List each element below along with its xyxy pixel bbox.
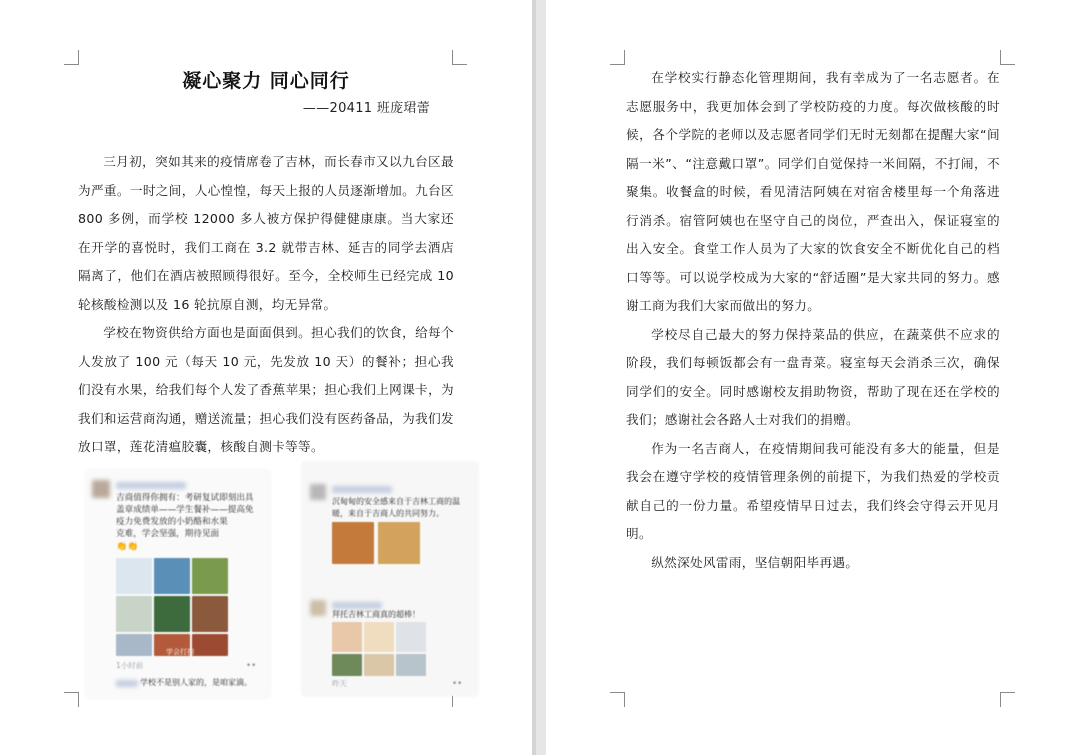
post-photo <box>396 654 426 676</box>
blurred-commenter <box>116 680 138 687</box>
avatar <box>310 600 326 616</box>
post-photo <box>364 654 394 676</box>
post-text: 沉甸甸的安全感来自于吉林工商的温暖，来自于吉商人的共同努力。 <box>332 497 460 518</box>
document-title: 凝心聚力 同心同行 <box>182 70 350 92</box>
post-photo <box>116 558 152 594</box>
document-author: ——20411 班庞珺蕾 <box>302 101 430 116</box>
embedded-screenshot-right <box>302 462 478 696</box>
body-text-right <box>626 64 1000 577</box>
crop-mark <box>1000 692 1015 707</box>
body-text-left <box>78 148 454 462</box>
crop-mark <box>610 692 625 707</box>
blurred-username <box>116 482 186 489</box>
paragraph: 在学校实行静态化管理期间，我有幸成为了一名志愿者。在志愿服务中，我更加体会到了学校防疫的力度。每次做核酸的时候，各个学院的老师以及志愿者同学们无时无刻都在提醒大家“间隔一米”、“注意戴口罩”。同学们自觉保持一米间隔，不打闹，不聚集。收餐盒的时候，看见清洁阿姨在对宿舍楼里每一个角落进行消杀。宿管阿姨也在坚守自己的岗位，严查出入，保证寝室的出入安全。食堂工作人员为了大家的饮食安全不断优化自己的档口等等。可以说学校成为大家的“舒适圈”是大家共同的努力。感谢工商为我们大家而做出的努力。 <box>626 70 1000 313</box>
more-icon: •• <box>246 661 257 671</box>
post-photo <box>192 596 228 632</box>
photo-caption: 学会打扫 <box>166 648 194 656</box>
post-text-2: 拜托吉林工商真的超棒！ <box>332 610 420 619</box>
post-photo <box>116 634 152 656</box>
emoji-row: 👏👏 <box>116 542 139 552</box>
avatar <box>310 484 326 500</box>
post-text: 吉商值得你拥有：考研复试即刻出具盖章成绩单——学生餐补——提高免疫力免费发放的小奶酪和水果 <box>116 493 254 527</box>
post-time: 昨天 <box>332 679 347 688</box>
paragraph: 学校尽自己最大的努力保持菜品的供应，在蔬菜供不应求的阶段，我们每顿饭都会有一盘青菜。寝室每天会消杀三次，确保同学们的安全。同时感谢校友捐助物资，帮助了现在还在学校的我们；感谢社会各路人士对我们的捐赠。 <box>626 326 1000 427</box>
post-photo <box>154 558 190 594</box>
blurred-username <box>332 486 392 493</box>
post-photo <box>154 596 190 632</box>
paragraph: 学校在物资供给方面也是面面俱到。担心我们的饮食，给每个人发放了 100 元（每天 10 元，先发放 10 天）的餐补；担心我们没有水果，给我们每个人发了香蕉苹果；担心我们上网课卡，为我们和运营商沟通，赠送流量；担心我们没有医药备品，为我们发放口罩，莲花清瘟胶囊，核酸自测卡等等。 <box>78 325 454 454</box>
post-text-2: 克难，学会坚强，期待见面 <box>116 529 220 539</box>
avatar <box>92 480 110 498</box>
blurred-username <box>332 602 382 609</box>
post-photo <box>116 596 152 632</box>
crop-mark <box>64 50 79 65</box>
post-photo <box>396 622 426 652</box>
post-photo <box>332 622 362 652</box>
post-photo <box>378 522 420 564</box>
post-photo <box>192 634 228 656</box>
embedded-screenshot-left <box>86 470 270 698</box>
paragraph: 纵然深处风雷雨，坚信朝阳毕再遇。 <box>651 554 859 570</box>
document-page-left <box>0 0 532 755</box>
crop-mark <box>1000 50 1015 65</box>
crop-mark <box>610 50 625 65</box>
paragraph: 三月初，突如其来的疫情席卷了吉林，而长春市又以九台区最为严重。一时之间，人心惶惶，每天上报的人员逐渐增加。九台区 800 多例，而学校 12000 多人被方保护得健健康康。当大家还在开学的喜悦时，我们工商在 3.2 就带吉林、延吉的同学去酒店隔离了，他们在酒店被照顾得很好。至今，全校师生已经完成 10 轮核酸检测以及 16 轮抗原自测，均无异常。 <box>78 154 454 312</box>
post-photo <box>364 622 394 652</box>
post-photo <box>192 558 228 594</box>
comment-text: 学校不是别人家的，是咱家滴。 <box>140 678 252 687</box>
paragraph: 作为一名吉商人，在疫情期间我可能没有多大的能量，但是我会在遵守学校的疫情管理条例的前提下，为我们热爱的学校贡献自己的一份力量。希望疫情早日过去，我们终会守得云开见月明。 <box>626 440 1000 541</box>
page-gutter <box>532 0 546 755</box>
post-photo <box>332 654 362 676</box>
post-photo <box>332 522 374 564</box>
post-time: 1小时前 <box>116 661 144 670</box>
more-icon: •• <box>452 679 463 689</box>
crop-mark <box>64 692 79 707</box>
crop-mark <box>452 50 467 65</box>
